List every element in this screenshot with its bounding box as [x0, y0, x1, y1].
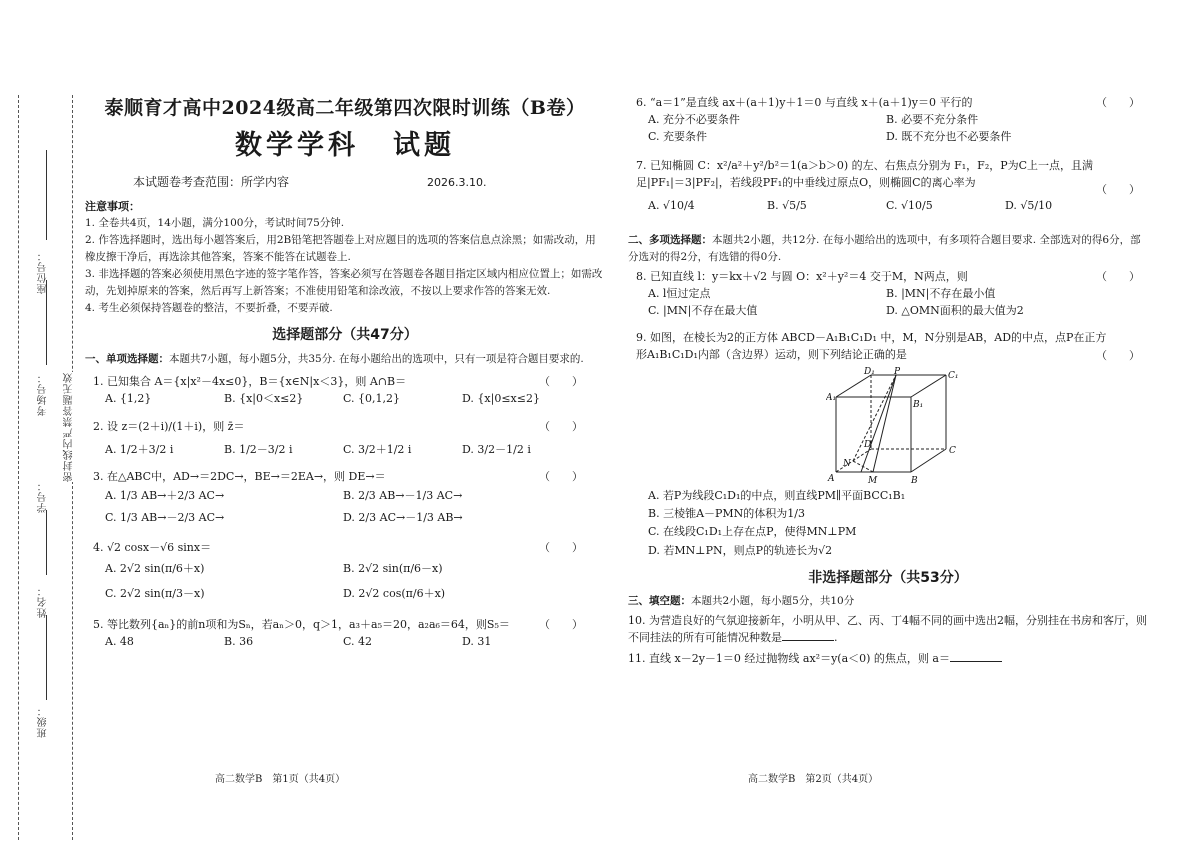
option-c: C. 42 — [343, 635, 373, 649]
seal-warning: 密封线内严禁答题无效 — [64, 372, 75, 482]
note-item: 1. 全卷共4页，14小题，满分100分，考试时间75分钟. — [85, 216, 345, 229]
option-c: C. 在线段C₁D₁上存在点P，使得MN⊥PM — [648, 525, 857, 539]
cube-figure — [826, 367, 966, 487]
option-b: B. √5/5 — [767, 199, 807, 213]
option-c: C. 3/2＋1/2 i — [343, 442, 412, 456]
option-d: D. 2/3 AC→－1/3 AB→ — [343, 510, 463, 524]
answer-paren: （ ） — [1096, 269, 1140, 283]
option-c: C. 2√2 sin(π/3－x) — [105, 586, 205, 600]
option-c: C. 1/3 AB→－2/3 AC→ — [105, 510, 225, 524]
binding-margin — [0, 0, 80, 849]
answer-paren: （ ） — [539, 419, 583, 433]
option-b: B. 2√2 sin(π/6－x) — [343, 561, 443, 575]
room-blank[interactable] — [46, 280, 47, 365]
section-title-choice: 选择题部分（共47分） — [272, 326, 418, 343]
answer-paren: （ ） — [1096, 96, 1140, 109]
part-1-heading: 一、单项选择题：本题共7小题，每小题5分，共35分. 在每小题给出的选项中，只有一项是符合题目要求的. — [85, 352, 584, 365]
question-8: 8. 已知直线 l：y＝kx＋√2 与圆 O：x²＋y²＝4 交于M，N两点，则 （ ） A. l恒过定点 B. |MN|不存在最小值 C. |MN|不存在最大值 D. △OMN面积的最大值为2 — [628, 268, 1148, 319]
option-b: B. |MN|不存在最小值 — [886, 286, 996, 300]
option-b: B. 1/2－3/2 i — [224, 442, 293, 456]
question-1: 1. 已知集合 A＝{x|x²－4x≤0}，B＝{x∈N|x＜3}，则 A∩B＝ （ ） A. {1,2} B. {x|0＜x≤2} C. {0,1,2} D. {x|0≤x≤2} — [85, 373, 605, 407]
answer-blank[interactable] — [782, 640, 834, 641]
question-11: 11. 直线 x－2y－1＝0 经过抛物线 ax²＝y(a＜0) 的焦点，则 a＝ — [628, 650, 1148, 667]
part-3-heading: 三、填空题：本题共2小题，每小题5分，共10分 — [628, 595, 855, 608]
answer-paren: （ ） — [539, 469, 583, 483]
option-d: D. {x|0≤x≤2} — [462, 392, 540, 406]
label-n: N — [843, 459, 851, 470]
option-d: D. △OMN面积的最大值为2 — [886, 303, 1024, 317]
room-label: 考场号： — [38, 372, 49, 416]
option-d: D. 3/2－1/2 i — [462, 442, 531, 456]
class-label: 班级： — [38, 705, 49, 738]
student-id-label: 学号： — [38, 480, 49, 513]
exam-date: 2026.3.10. — [427, 176, 487, 190]
label-a: A — [828, 474, 835, 485]
cube-diagram — [826, 367, 966, 487]
note-item: 3. 非选择题的答案必须使用黑色字迹的签字笔作答，答案必须写在答题卷各题目指定区域内相应位置上；如需改动，先划掉原来的答案，然后再写上新答案；不准使用铅笔和涂改液，不按以上要求作答的答案无效. — [85, 267, 603, 297]
option-b: B. 2/3 AB→－1/3 AC→ — [343, 488, 463, 502]
label-d: D — [864, 440, 872, 451]
option-d: D. 若MN⊥PN，则点P的轨迹长为√2 — [648, 543, 833, 557]
exam-scope: 本试题卷考查范围：所学内容 2026.3.10. — [133, 175, 487, 190]
option-d: D. 既不充分也不必要条件 — [886, 130, 1012, 144]
exam-subtitle: 数学学科 试题 — [235, 130, 455, 162]
question-10: 10. 为营造良好的气氛迎接新年，小明从甲、乙、丙、丁4幅不同的画中选出2幅，分别挂在书房和客厅，则不同挂法的所有可能情况种数是 . — [628, 614, 1147, 645]
label-p: P — [894, 367, 901, 378]
question-9: 9. 如图，在棱长为2的正方体 ABCD－A₁B₁C₁D₁ 中，M，N分别是AB，AD的中点，点P在正方形A₁B₁C₁D₁内部（含边界）运动，则下列结论正确的是 （ ） D₁ P C₁ A₁ B₁ D C N A M B A. 若P为线段C₁D₁的中点，则直线PM∥平面BCC₁B₁ B. 三棱锥A－PMN的体积为1/3 C. 在线段C₁D₁上存在点P，使得MN⊥PM D. 若MN⊥PN，则点P的轨迹长为√2 — [628, 329, 1148, 560]
option-d: D. 2√2 cos(π/6＋x) — [343, 586, 446, 600]
part-2-heading: 二、多项选择题：本题共2小题，共12分. 在每小题给出的选项中，有多项符合题目要求. 全部选对的得6分，部分选对的得2分，有选错的得0分. — [628, 234, 1141, 264]
label-c1: C₁ — [948, 371, 959, 382]
section-title-non-choice: 非选择题部分（共53分） — [808, 569, 968, 586]
exam-title: 泰顺育才高中2024级高二年级第四次限时训练（B卷） — [104, 97, 586, 119]
question-5: 5. 等比数列{aₙ}的前n项和为Sₙ，若aₙ＞0，q＞1，a₃＋a₅＝20，a₂a₆＝64，则S₅＝ （ ） A. 48 B. 36 C. 42 D. 31 — [85, 616, 605, 650]
answer-paren: （ ） — [539, 375, 583, 389]
note-item: 4. 考生必须保持答题卷的整洁，不要折叠，不要弄破. — [85, 301, 333, 314]
option-b: B. 三棱锥A－PMN的体积为1/3 — [648, 507, 806, 521]
class-blank[interactable] — [46, 615, 47, 700]
notes-heading: 注意事项： — [85, 199, 140, 213]
answer-blank[interactable] — [950, 661, 1002, 662]
option-c: C. √10/5 — [886, 199, 933, 213]
page-1-footer: 高二数学B 第1页（共4页） — [215, 774, 346, 785]
seat-blank[interactable] — [46, 150, 47, 240]
label-c: C — [949, 446, 956, 457]
question-3: 3. 在△ABC中，AD→＝2DC→，BE→＝2EA→，则 DE→＝ （ ） A. 1/3 AB→＋2/3 AC→ B. 2/3 AB→－1/3 AC→ C. 1/3 AB→－2/3 AC→ D. 2/3 AC→－1/3 AB→ — [85, 468, 605, 529]
question-4: 4. √2 cosx－√6 sinx＝ （ ） A. 2√2 sin(π/6＋x) B. 2√2 sin(π/6－x) C. 2√2 sin(π/3－x) D. 2√2 cos(π/6＋x) — [85, 539, 605, 607]
name-label: 姓名： — [38, 585, 49, 618]
option-c: C. {0,1,2} — [343, 392, 401, 406]
answer-paren: （ ） — [1096, 349, 1140, 363]
label-b: B — [911, 476, 918, 487]
question-2: 2. 设 z＝(2＋i)/(1＋i)，则 z̄＝ （ ） A. 1/2＋3/2 i B. 1/2－3/2 i C. 3/2＋1/2 i D. 3/2－1/2 i — [85, 418, 605, 458]
option-b: B. 必要不充分条件 — [886, 113, 979, 127]
option-a: A. l恒过定点 — [648, 286, 711, 300]
option-a: A. 1/2＋3/2 i — [105, 442, 174, 456]
note-item: 2. 作答选择题时，选出每小题答案后，用2B铅笔把答题卷上对应题目的选项的答案信息点涂黑；如需改动，用橡皮擦干净后，再选涂其他答案，答案不能答在试题卷上. — [85, 233, 596, 263]
label-a1: A₁ — [826, 393, 837, 404]
option-b: B. 36 — [224, 635, 254, 649]
option-c: C. |MN|不存在最大值 — [648, 303, 758, 317]
page-1 — [85, 90, 605, 650]
question-7: 7. 已知椭圆 C：x²/a²＋y²/b²＝1(a＞b＞0) 的左、右焦点分别为 F₁，F₂，P为C上一点，且满足|PF₁|＝3|PF₂|，若线段PF₁的中垂线过原点O，则椭圆C的离心率为 （ ） A. √10/4 B. √5/5 C. √10/5 D. √5/10 — [628, 157, 1148, 214]
option-c: C. 充要条件 — [648, 130, 708, 144]
seal-line-outer — [18, 95, 19, 840]
option-a: A. √10/4 — [648, 199, 695, 213]
seat-label: 座位号： — [38, 250, 49, 294]
question-6: 6. “a＝1”是直线 ax＋(a＋1)y＋1＝0 与直线 x＋(a＋1)y＝0 平行的 （ ） A. 充分不必要条件 B. 必要不充分条件 C. 充要条件 D. 既不充分也不必要条件 — [628, 94, 1148, 145]
option-d: D. √5/10 — [1005, 199, 1053, 213]
answer-paren: （ ） — [1096, 183, 1140, 197]
label-m: M — [868, 476, 878, 487]
answer-paren: （ ） — [539, 618, 583, 632]
page-2-footer: 高二数学B 第2页（共4页） — [748, 774, 879, 785]
option-a: A. 充分不必要条件 — [648, 113, 740, 127]
label-b1: B₁ — [913, 400, 924, 411]
option-a: A. 1/3 AB→＋2/3 AC→ — [105, 488, 225, 502]
option-b: B. {x|0＜x≤2} — [224, 392, 304, 406]
option-a: A. 2√2 sin(π/6＋x) — [105, 561, 205, 575]
option-a: A. 48 — [105, 635, 134, 649]
option-d: D. 31 — [462, 635, 492, 649]
option-a: A. 若P为线段C₁D₁的中点，则直线PM∥平面BCC₁B₁ — [648, 489, 906, 503]
label-d1: D₁ — [864, 367, 875, 378]
answer-paren: （ ） — [539, 540, 583, 554]
page-2 — [628, 94, 1148, 667]
option-a: A. {1,2} — [105, 392, 152, 406]
name-blank[interactable] — [46, 510, 47, 575]
